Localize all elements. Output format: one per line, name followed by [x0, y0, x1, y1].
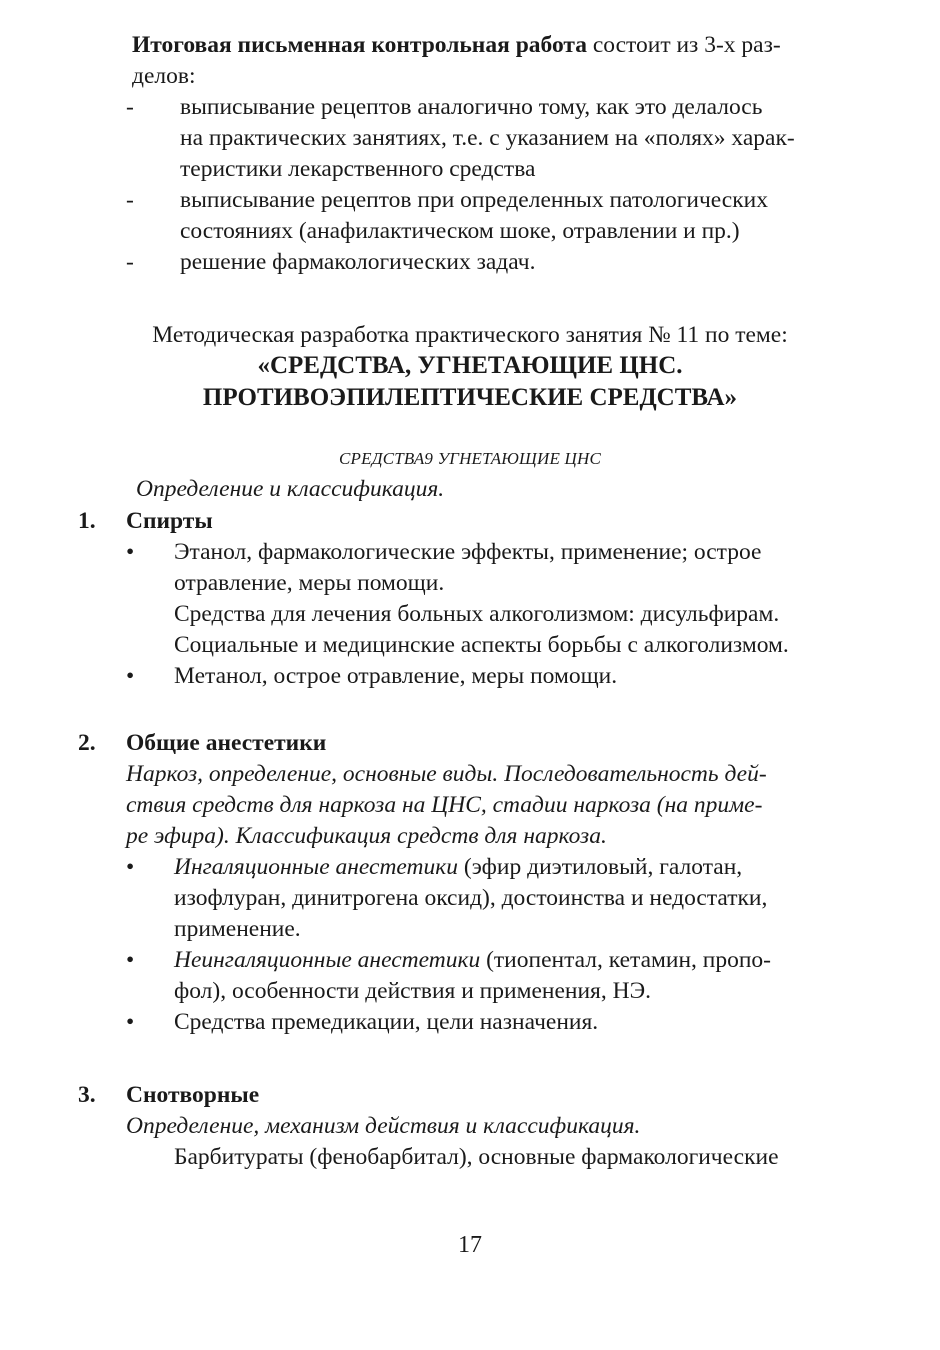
section-title: Спирты: [126, 508, 213, 534]
bullet-line: Средства премедикации, цели назначения.: [174, 1009, 599, 1035]
bullet-line: Метанол, острое отравление, меры помощи.: [174, 663, 618, 689]
section-number: 1.: [78, 508, 96, 534]
desc-line: ре эфира). Классификация средств для наркоза.: [126, 823, 607, 849]
bullet-line: изофлуран, динитрогена оксид), достоинства и недостатки,: [174, 885, 768, 911]
section-heading: [78, 728, 868, 759]
definition-intro: Определение и классификация.: [136, 476, 445, 502]
list-line: теристики лекарственного средства: [180, 156, 536, 182]
body-line: Барбитураты (фенобарбитал), основные фармакологические: [174, 1144, 779, 1170]
page-number: 17: [458, 1232, 482, 1258]
bullet-line: отравление, меры помощи.: [174, 570, 445, 596]
bullet-item: [78, 945, 868, 1007]
section-heading: [78, 1080, 868, 1111]
desc-line: ствия средств для наркоза на ЦНС, стадии наркоза (на приме-: [126, 792, 763, 818]
section-general-anesthetics: [78, 728, 868, 1038]
section-title: Снотворные: [126, 1082, 260, 1108]
list-line: выписывание рецептов при определенных патологических: [180, 187, 768, 213]
bullet-marker: •: [126, 854, 135, 880]
bullet-italic-lead: Неингаляционные анестетики: [174, 947, 481, 973]
desc-line: Определение, механизм действия и классификация.: [126, 1113, 641, 1139]
section-heading: [78, 506, 868, 537]
dash-marker: -: [126, 94, 134, 120]
bullet-line: фол), особенности действия и применения, НЭ.: [174, 978, 651, 1004]
bullet-line: (тиопентал, кетамин, пропо-: [480, 947, 772, 973]
bullet-item: [78, 1007, 868, 1038]
section-spirits: [78, 506, 868, 692]
section-hypnotics: [78, 1080, 868, 1173]
bullet-marker: •: [126, 947, 135, 973]
bullet-line: Социальные и медицинские аспекты борьбы с алкоголизмом.: [174, 632, 789, 658]
bullet-item: [78, 537, 868, 661]
bullet-item: [78, 661, 868, 692]
intro-list-item: [126, 92, 868, 185]
method-title-line1: «СРЕДСТВА, УГНЕТАЮЩИЕ ЦНС.: [257, 352, 683, 379]
bullet-line: применение.: [174, 916, 301, 942]
intro-bold-lead: Итоговая письменная контрольная работа: [132, 32, 587, 58]
method-heading: [60, 320, 880, 414]
dash-marker: -: [126, 187, 134, 213]
bullet-item: [78, 852, 868, 945]
method-title-line2: ПРОТИВОЭПИЛЕПТИЧЕСКИЕ СРЕДСТВА»: [202, 384, 738, 411]
bullet-line: Средства для лечения больных алкоголизмом: дисульфирам.: [174, 601, 780, 627]
list-line: выписывание рецептов аналогично тому, как это делалось: [180, 94, 763, 120]
section-title: Общие анестетики: [126, 730, 327, 756]
intro-list-item: [126, 185, 868, 247]
list-line: состояниях (анафилактическом шоке, отравлении и пр.): [180, 218, 740, 244]
list-line: на практических занятиях, т.е. с указанием на «полях» харак-: [180, 125, 795, 151]
intro-list-item: [126, 247, 868, 278]
section-subheading: СРЕДСТВА9 УГНЕТАЮЩИЕ ЦНС: [338, 449, 601, 468]
dash-marker: -: [126, 249, 134, 275]
desc-line: Наркоз, определение, основные виды. Последовательность дей-: [126, 761, 767, 787]
section-description: [78, 1111, 868, 1142]
section-number: 2.: [78, 730, 96, 756]
bullet-list: [78, 537, 868, 692]
bullet-list: [78, 852, 868, 1038]
bullet-line: Этанол, фармакологические эффекты, применение; острое: [174, 539, 762, 565]
section-number: 3.: [78, 1082, 96, 1108]
method-caption: Методическая разработка практического занятия № 11 по теме:: [152, 322, 788, 348]
intro-rest: состоит из 3-х раз-: [586, 32, 781, 58]
list-line: решение фармакологических задач.: [180, 249, 536, 275]
bullet-line: (эфир диэтиловый, галотан,: [458, 854, 743, 880]
intro-line2: делов:: [132, 63, 196, 89]
intro-list: [126, 92, 868, 278]
bullet-italic-lead: Ингаляционные анестетики: [174, 854, 459, 880]
bullet-marker: •: [126, 663, 135, 689]
intro-block: [126, 30, 868, 278]
bullet-marker: •: [126, 539, 135, 565]
section-description: [78, 759, 868, 852]
intro-paragraph: [132, 30, 868, 92]
bullet-marker: •: [126, 1009, 135, 1035]
